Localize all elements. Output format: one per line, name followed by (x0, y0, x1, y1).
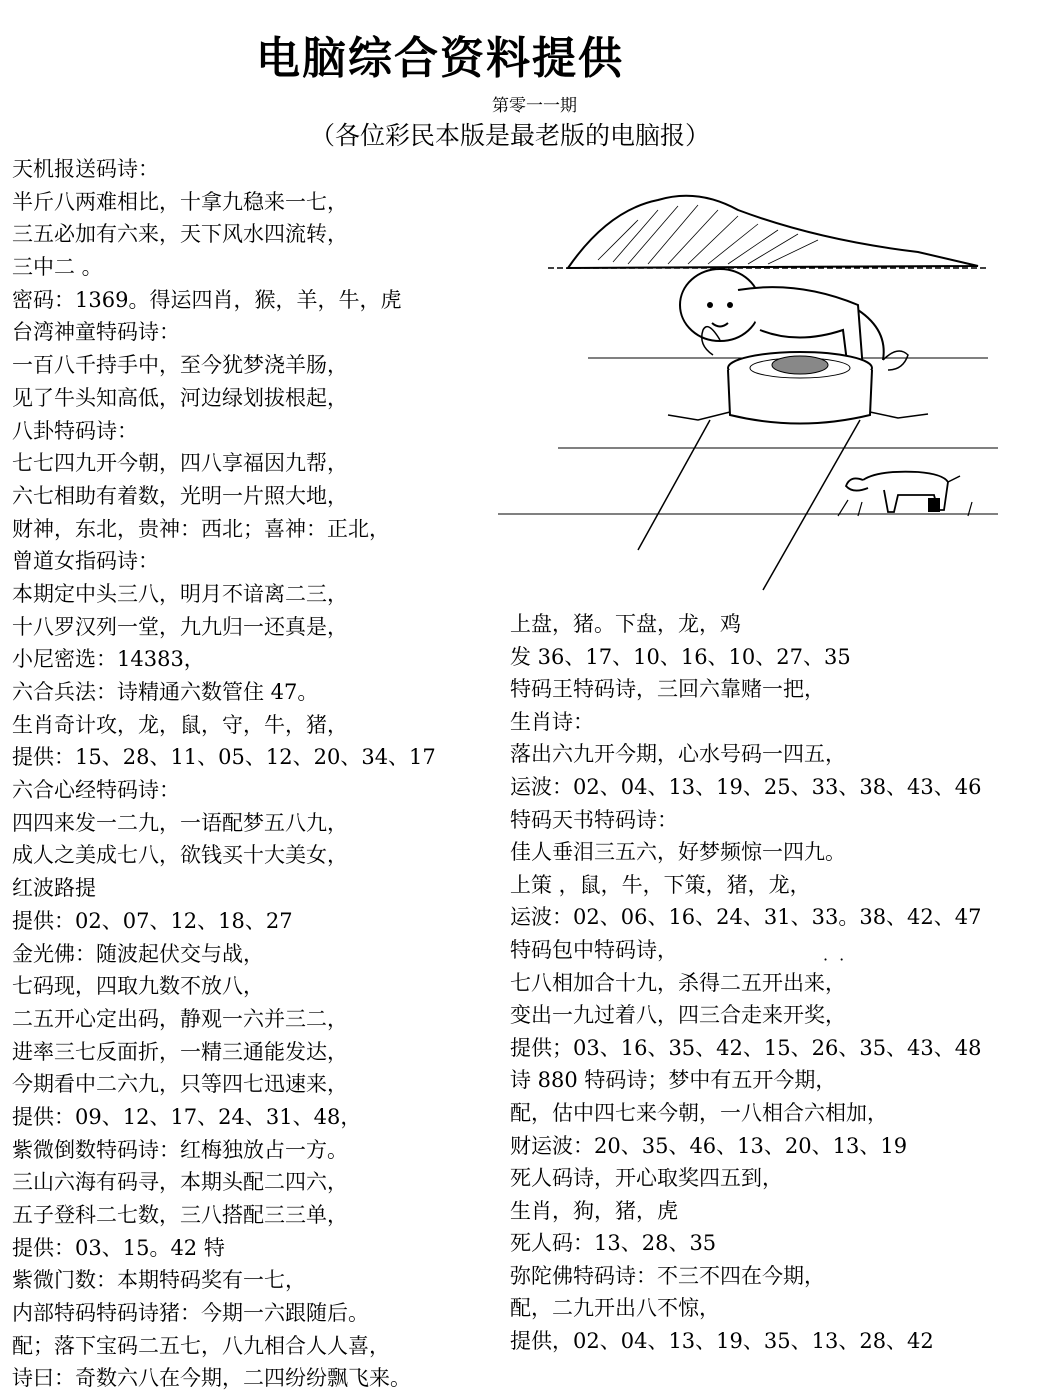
right-text-line: 配，估中四七来今朝，一八相合六相加， (510, 1100, 888, 1125)
right-text-line: 财运波：20、35、46、13、20、13、19 (510, 1133, 908, 1158)
stray-dots: · · (823, 950, 848, 969)
issue-number: 第零一一期 (492, 96, 577, 116)
left-text-line: 财神，东北，贵神：西北；喜神：正北， (12, 516, 390, 541)
right-text-line: 生肖诗： (510, 709, 594, 734)
left-text-line: 三五必加有六来，天下风水四流转， (12, 222, 348, 247)
left-text-line: 半斤八两难相比，十拿九稳来一七， (12, 189, 348, 214)
right-text-line: 提供；03、16、35、42、15、26、35、43、48 (510, 1035, 982, 1060)
right-text-line: 变出一九过着八，四三合走来开奖， (510, 1003, 846, 1028)
left-text-line: 十八罗汉列一堂，九九归一还真是， (12, 614, 348, 639)
left-text-line: 提供：03、15。42 特 (12, 1235, 225, 1260)
left-text-line: 三山六海有码寻，本期头配二四六， (12, 1170, 348, 1195)
left-text-line: 进率三七反面折，一精三通能发达， (12, 1039, 348, 1064)
left-text-line: 七七四九开今朝，四八享福因九帮， (12, 451, 348, 476)
left-text-line: 三中二 。 (12, 255, 103, 280)
right-text-line: 落出六九开今期，心水号码一四五， (510, 742, 846, 767)
left-text-line: 提供：09、12、17、24、31、48， (12, 1104, 362, 1129)
left-text-line: 诗曰：奇数六八在今期，二四纷纷飘飞来。 (12, 1366, 411, 1391)
right-text-line: 死人码：13、28、35 (510, 1231, 717, 1256)
left-text-line: 台湾神童特码诗： (12, 320, 180, 345)
left-text-line: 提供：15、28、11、05、12、20、34、17 (12, 745, 436, 770)
right-text-line: 生肖，狗，猪，虎 (510, 1198, 678, 1223)
left-text-line: 六合心经特码诗： (12, 778, 180, 803)
left-text-line: 红波路提 (12, 876, 96, 901)
left-text-line: 紫微倒数特码诗：红梅独放占一方。 (12, 1137, 348, 1162)
left-text-line: 见了牛头知高低，河边绿划拔根起， (12, 385, 348, 410)
right-text-line: 诗 880 特码诗；梦中有五开今期， (510, 1068, 837, 1093)
left-text-line: 小尼密选：14383， (12, 647, 205, 672)
left-text-line: 密码：1369。得运四肖，猴，羊，牛，虎 (12, 287, 402, 312)
right-text-line: 特码天书特码诗： (510, 807, 678, 832)
left-text-line: 曾道女指码诗： (12, 549, 159, 574)
right-text-line: 运波：02、06、16、24、31、33。38、42、47 (510, 905, 982, 930)
left-text-line: 四四来发一二九，一语配梦五八九， (12, 810, 348, 835)
right-text-line: 七八相加合十九，杀得二五开出来， (510, 970, 846, 995)
left-text-line: 一百八千持手中，至今犹梦浇羊肠， (12, 353, 348, 378)
lion-goat-illustration (498, 180, 998, 600)
left-text-line: 生肖奇计攻，龙，鼠，守，牛，猪， (12, 712, 348, 737)
right-text-line: 上策 ，鼠，牛，下策，猪，龙， (510, 872, 811, 897)
left-text-line: 二五开心定出码，静观一六并三二， (12, 1006, 348, 1031)
right-text-line: 运波：02、04、13、19、25、33、38、43、46 (510, 774, 982, 799)
left-text-line: 成人之美成七八，欲钱买十大美女， (12, 843, 348, 868)
page-title: 电脑综合资料提供 (256, 33, 624, 84)
left-text-line: 七码现，四取九数不放八， (12, 974, 264, 999)
right-text-line: 特码包中特码诗， (510, 937, 678, 962)
right-text-line: 配，二九开出八不惊， (510, 1296, 720, 1321)
right-column (510, 608, 1050, 1358)
left-text-line: 六合兵法：诗精通六数管住 47。 (12, 680, 319, 704)
left-text-line: 内部特码特码诗猪：今期一六跟随后。 (12, 1301, 369, 1326)
right-text-line: 弥陀佛特码诗：不三不四在今期， (510, 1263, 825, 1288)
right-text-line: 发 36、17、10、16、10、27、35 (510, 644, 851, 669)
left-text-line: 金光佛：随波起伏交与战， (12, 941, 264, 966)
left-column (12, 153, 482, 1395)
right-text-line: 提供，02、04、13、19、35、13、28、42 (510, 1329, 934, 1354)
left-text-line: 五子登科二七数，三八搭配三三单， (12, 1203, 348, 1227)
left-text-line: 今期看中二六九，只等四七迅速来， (12, 1072, 348, 1097)
left-text-line: 配；落下宝码二五七，八九相合人人喜， (12, 1333, 390, 1358)
page-subtitle: （各位彩民本版是最老版的电脑报） (309, 121, 710, 150)
left-text-line: 天机报送码诗： (12, 157, 159, 181)
right-text-line: 死人码诗，开心取奖四五到， (510, 1166, 783, 1191)
left-text-line: 紫微门数：本期特码奖有一七， (12, 1268, 306, 1293)
left-text-line: 六七相助有着数，光明一片照大地， (12, 483, 348, 508)
left-text-line: 提供：02、07、12、18、27 (12, 908, 293, 933)
left-text-line: 八卦特码诗： (12, 418, 138, 443)
right-text-line: 上盘，猪。下盘，龙，鸡 (510, 612, 741, 636)
left-text-line: 本期定中头三八，明月不谙离二三， (12, 581, 348, 606)
right-text-line: 特码王特码诗，三回六靠赌一把， (510, 677, 825, 702)
right-text-line: 佳人垂泪三五六，好梦频惊一四九。 (510, 840, 846, 865)
